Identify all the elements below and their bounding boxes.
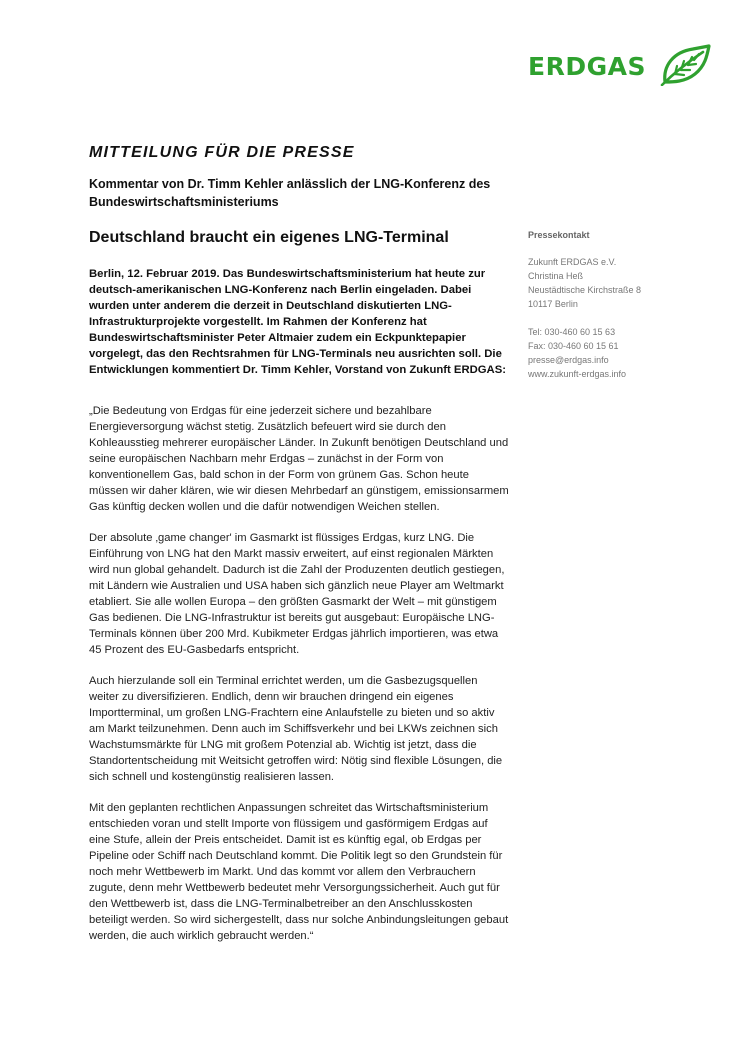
body-paragraph: Der absolute ‚game changer' im Gasmarkt ist flüssiges Erdgas, kurz LNG. Die Einführung von LNG hat den Markt massiv erweitert, auf einst regionalen Märkten wird nun global gehandelt. Dadurch ist die Zahl der Produzenten deutlich gestiegen, mit Ländern wie Australien und USA haben sich gänzlich neue Player am Weltmarkt etabliert. Sie alle wollen Europa – den größten Gasmarkt der Welt – mit günstigem Gas bedienen. Die LNG-Infrastruktur ist bereits gut ausgebaut: Europäische LNG-Terminals können über 200 Mrd. Kubikmeter Erdgas jährlich importieren, was etwa 45 Prozent des EU-Gasbedarfs entspricht. — [89, 532, 505, 656]
logo-wordmark: ERDGAS — [528, 52, 646, 81]
body-paragraph: Auch hierzulande soll ein Terminal errichtet werden, um die Gasbezugsquellen weiter zu diversifizieren. Endlich, denn wir brauchen dringend ein eigenes Importterminal, um großen LNG-Frachtern eine Anlaufstelle zu bieten und so aktiv am Markt teilzunehmen. Denn auch im Schiffsverkehr und bei LKWs zeichnen sich Wachstumsmärkte für LNG mit großem Potenzial ab. Wichtig ist jetzt, dass die Standortentscheidung mit Weitsicht getroffen wird: Nötig sind flexible Lösungen, die sich schnell und kostengünstig realisieren lassen. — [89, 675, 503, 783]
body-paragraph: Mit den geplanten rechtlichen Anpassungen schreitet das Wirtschaftsministerium entschieden voran und stellt Importe von flüssigem und gasförmigem Erdgas auf eine Stufe, allein der Preis entscheidet. Damit ist es künftig egal, ob Erdgas per Pipeline oder Schiff nach Deutschland kommt. Die Politik legt so den Grundstein für noch mehr Wettbewerb im Markt. Und das kommt vor allem den Verbrauchern zugute, denn mehr Wettbewerb bedeutet mehr Versorgungssicherheit. Auch gut für den Wettbewerb ist, dass die LNG-Terminalbetreiber an den Anschlusskosten beteiligt werden. So wird sichergestellt, dass nur solche Anbindungsleitungen gebaut werden, die auch wirklich gebraucht werden.“ — [89, 802, 509, 942]
leaf-icon — [659, 44, 711, 86]
contact-org: Zukunft ERDGAS e.V. — [528, 257, 617, 267]
body-paragraph: „Die Bedeutung von Erdgas für eine jederzeit sichere und bezahlbare Energieversorgung wächst stetig. Zusätzlich befeuert wird sie durch den Kohleausstieg mehrerer europäischer Länder. In Zukunft benötigen Deutschland und seine europäischen Nachbarn mehr Erdgas – zunächst in der Form von konventionellem Gas, bald schon in der Form von grünem Gas. Schon heute müssen wir daher klären, wie wir diesen Mehrbedarf an günstigem, emissionsarmem Gas künftig decken wollen und die dafür notwendigen Weichen stellen. — [89, 405, 509, 513]
contact-name: Christina Heß — [528, 271, 584, 281]
press-release-kicker: MITTEILUNG FÜR DIE PRESSE — [89, 144, 355, 161]
contact-web-link[interactable]: www.zukunft-erdgas.info — [528, 369, 627, 379]
contact-city: 10117 Berlin — [528, 299, 578, 309]
subtitle: Kommentar von Dr. Timm Kehler anlässlich der LNG-Konferenz des Bundeswirtschaftsministeriums — [89, 177, 491, 209]
body-text — [89, 403, 509, 959]
erdgas-logo — [528, 44, 712, 88]
headline: Deutschland braucht ein eigenes LNG-Terminal — [89, 229, 449, 246]
contact-label: Pressekontakt — [528, 230, 590, 240]
contact-tel: Tel: 030-460 60 15 63 — [528, 327, 616, 337]
contact-fax: Fax: 030-460 60 15 61 — [528, 341, 619, 351]
contact-email-link[interactable]: presse@erdgas.info — [528, 355, 609, 365]
press-contact — [528, 230, 678, 381]
contact-street: Neustädtische Kirchstraße 8 — [528, 285, 642, 295]
lead-paragraph: Berlin, 12. Februar 2019. Das Bundeswirtschaftsministerium hat heute zur deutsch-amerikanischen LNG-Konferenz nach Berlin eingeladen. Dabei wurden unter anderem die derzeit in Deutschland diskutierten LNG-Infrastrukturprojekte vorgestellt. Im Rahmen der Konferenz hat Bundeswirtschaftsminister Peter Altmaier zudem ein Eckpunktepapier vorgelegt, das den Rechtsrahmen für LNG-Terminals neu ausrichten soll. Die Entwicklungen kommentiert Dr. Timm Kehler, Vorstand von Zukunft ERDGAS: — [89, 268, 506, 376]
